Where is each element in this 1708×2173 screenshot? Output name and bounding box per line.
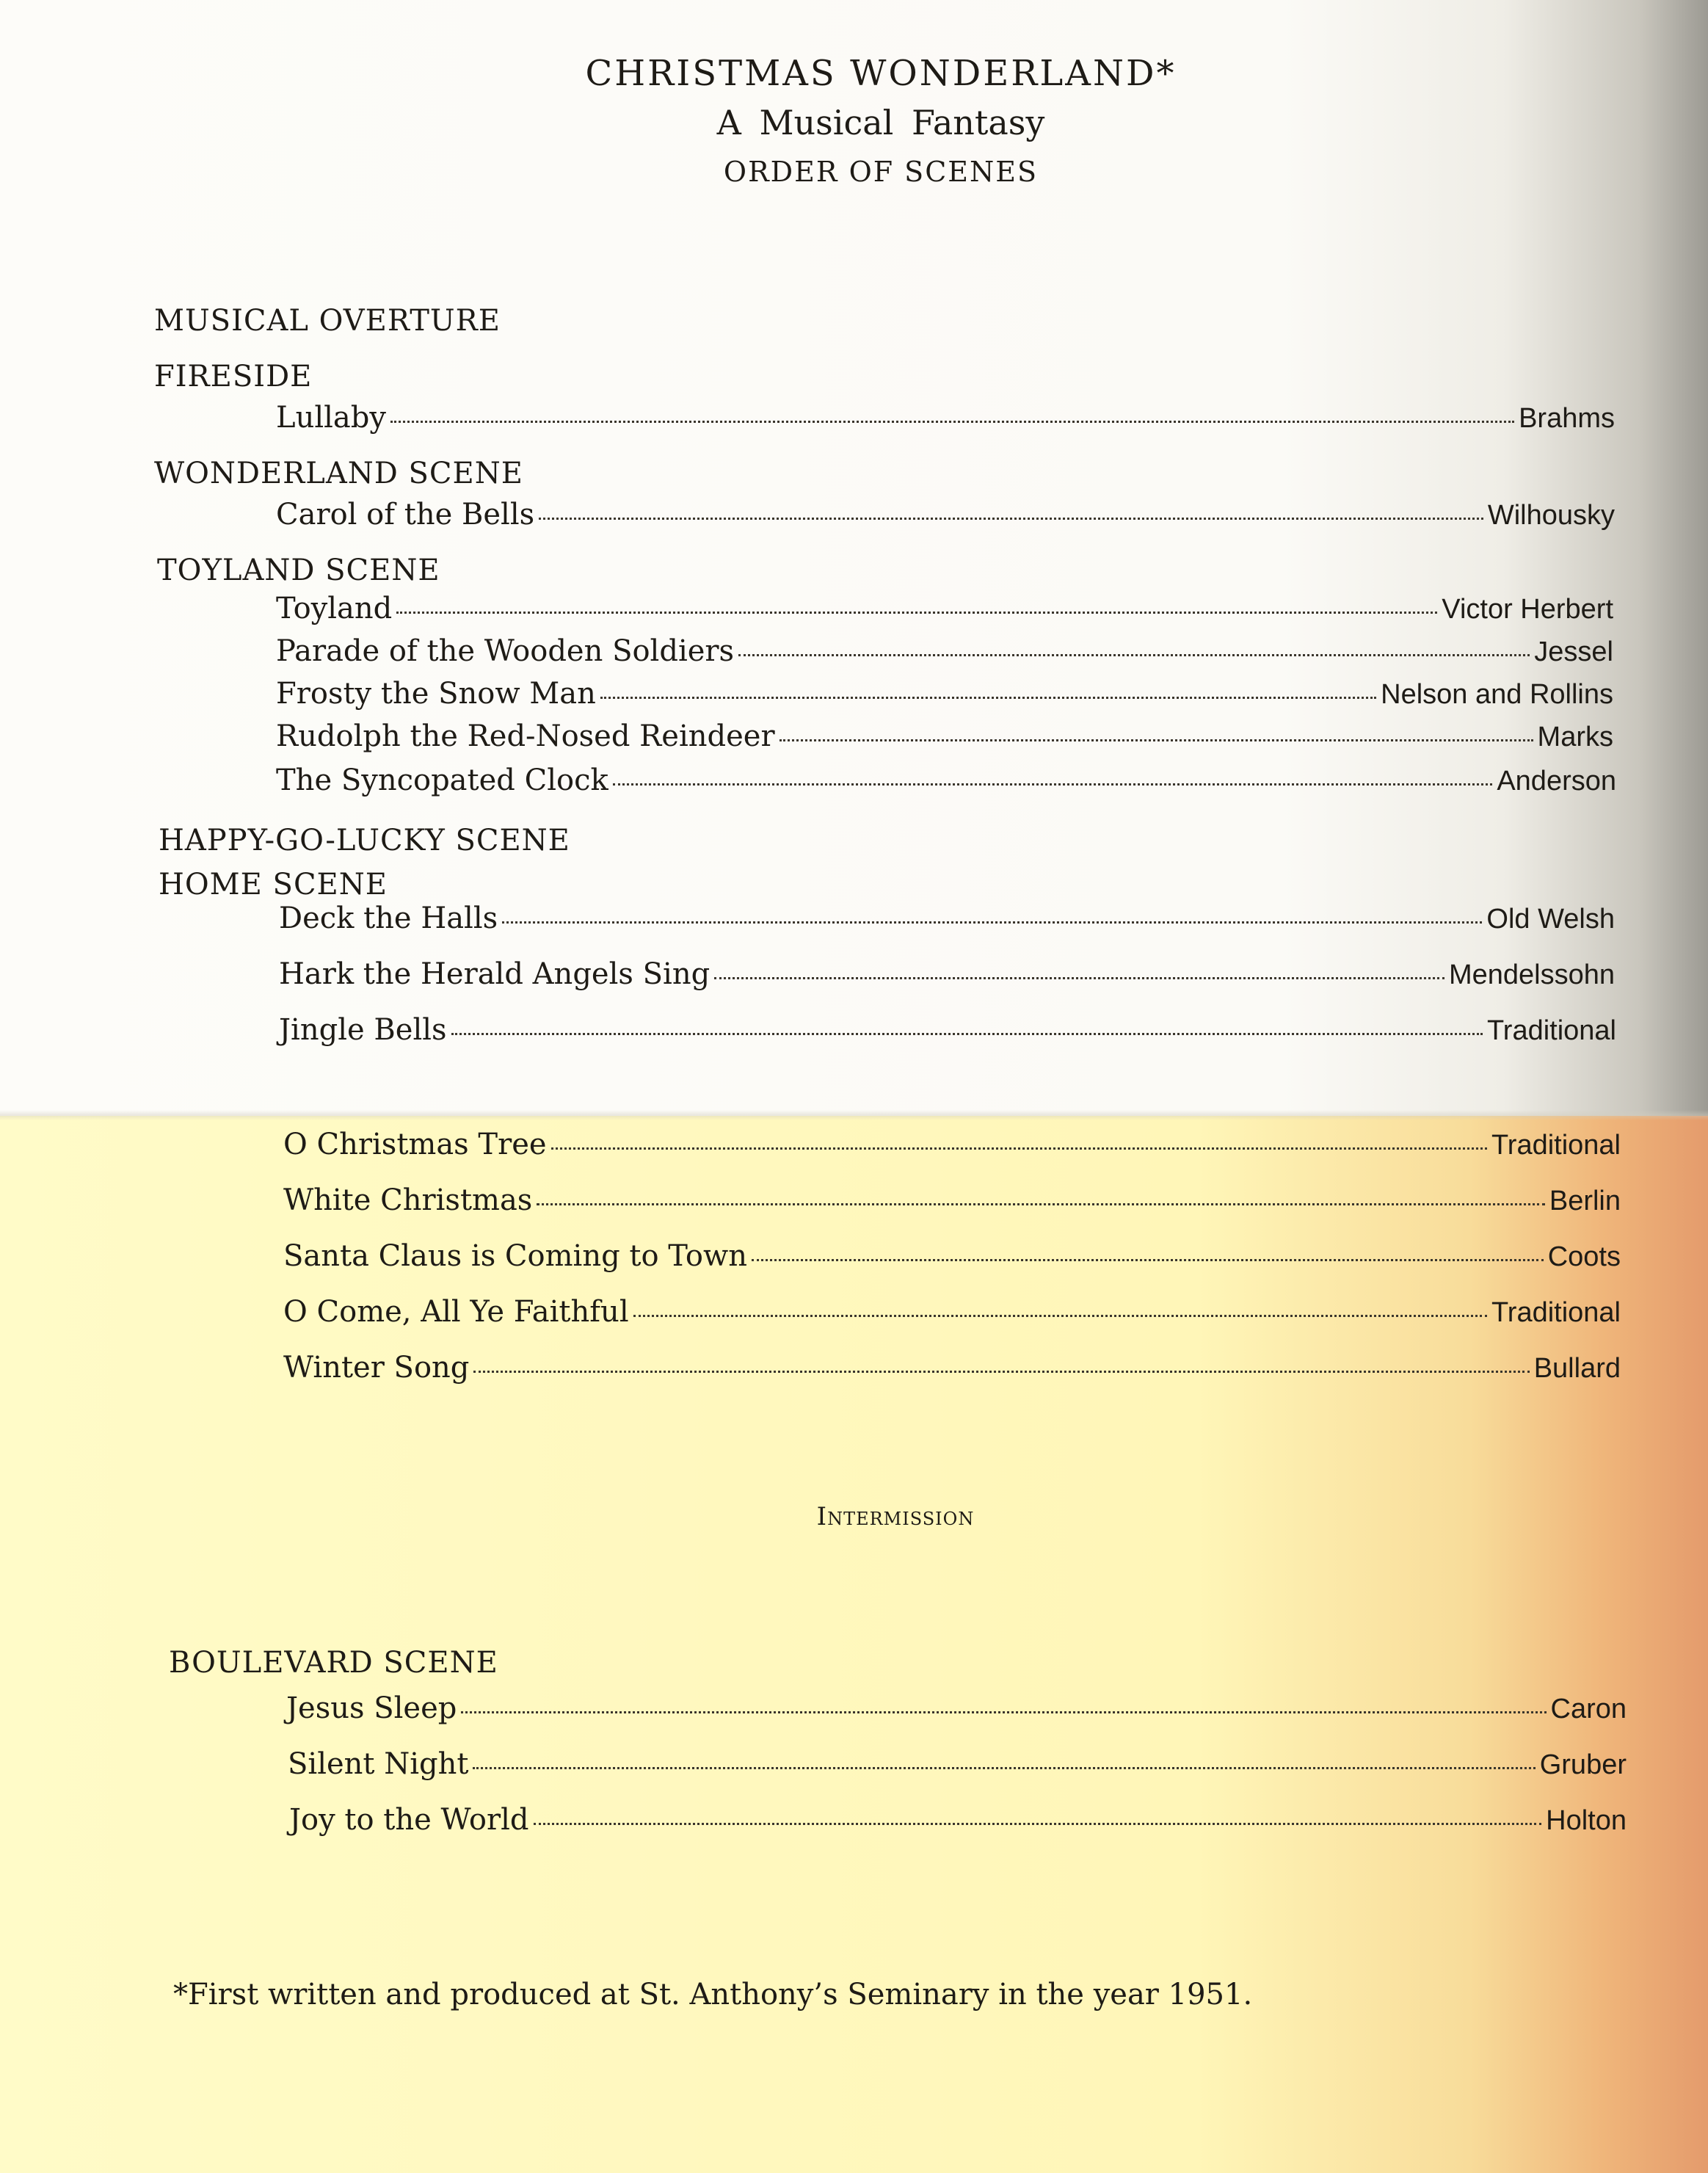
song-title: Toyland [276,592,393,625]
song-title: Jingle Bells [279,1013,447,1047]
dot-leader [714,977,1444,979]
song-title: Deck the Halls [279,902,498,935]
program-item [279,902,1615,935]
scene-wonderland: WONDERLAND SCENE [154,457,523,490]
song-title: Santa Claus is Coming to Town [283,1239,747,1273]
composer-name: Anderson [1497,766,1616,797]
composer-name: Marks [1537,722,1613,752]
dot-leader [473,1371,1529,1373]
song-title: O Come, All Ye Faithful [283,1295,629,1329]
song-title: Frosty the Snow Man [276,677,596,711]
composer-name: Nelson and Rollins [1381,679,1613,710]
dot-leader [551,1147,1487,1150]
dot-leader [390,421,1514,423]
song-title: Rudolph the Red-Nosed Reindeer [276,719,775,753]
dot-leader [396,612,1437,614]
dot-leader [473,1767,1535,1769]
composer-name: Bullard [1533,1353,1621,1384]
song-title: The Syncopated Clock [276,763,608,797]
dot-leader [539,518,1483,520]
order-heading: ORDER OF SCENES [723,156,1039,188]
dot-leader [752,1259,1544,1261]
composer-name: Traditional [1491,1297,1621,1328]
footnote: *First written and produced at St. Anthony’s Seminary in the year 1951. [173,1978,1253,2011]
composer-name: Victor Herbert [1442,594,1613,625]
program-item [276,677,1613,711]
composer-name: Caron [1550,1694,1627,1724]
song-title: Lullaby [276,401,386,435]
dot-leader [461,1711,1546,1713]
composer-name: Mendelssohn [1448,959,1615,990]
dot-leader [451,1033,1483,1035]
program-item [283,1128,1621,1161]
scene-boulevard: BOULEVARD SCENE [169,1646,498,1680]
song-title: Carol of the Bells [276,498,535,532]
dot-leader [779,739,1533,741]
program-item [279,1013,1616,1047]
composer-name: Wilhousky [1487,500,1615,531]
program-item [276,763,1616,797]
scene-toyland: TOYLAND SCENE [157,554,440,587]
song-title: Silent Night [288,1747,469,1781]
dot-leader [738,654,1530,656]
scene-happy-go-lucky: HAPPY-GO-LUCKY SCENE [159,824,570,857]
program-item [283,1183,1621,1217]
scene-fireside: FIRESIDE [154,360,313,393]
song-title: Joy to the World [289,1803,529,1837]
program-item [286,1691,1627,1725]
scene-home: HOME SCENE [159,868,388,902]
composer-name: Old Welsh [1486,904,1615,935]
dot-leader [534,1823,1542,1825]
program-item [283,1239,1621,1273]
program-item [283,1295,1621,1329]
song-title: Jesus Sleep [286,1691,457,1725]
song-title: O Christmas Tree [283,1128,547,1161]
program-item [276,498,1615,532]
dot-leader [600,697,1376,699]
intermission-label: Intermission [816,1502,975,1531]
composer-name: Berlin [1549,1186,1621,1216]
page-fold [0,1110,1708,1120]
scene-musical-overture: MUSICAL OVERTURE [154,304,501,338]
composer-name: Coots [1547,1241,1621,1272]
program-item [276,592,1613,625]
composer-name: Traditional [1491,1130,1621,1161]
composer-name: Gruber [1539,1749,1627,1780]
song-title: White Christmas [283,1183,533,1217]
composer-name: Brahms [1519,403,1615,434]
dot-leader [502,921,1482,924]
song-title: Parade of the Wooden Soldiers [276,634,735,668]
page-bottom-background [0,1116,1708,2173]
program-item [276,401,1615,435]
program-item [276,634,1613,668]
dot-leader [613,783,1493,786]
dot-leader [633,1315,1487,1317]
composer-name: Holton [1546,1805,1627,1836]
dot-leader [537,1203,1545,1205]
program-title: CHRISTMAS WONDERLAND* [585,53,1177,94]
program-item [283,1351,1621,1385]
program-item [288,1747,1627,1781]
song-title: Winter Song [283,1351,470,1385]
program-subtitle: A Musical Fantasy [716,103,1045,142]
program-item [279,957,1615,991]
composer-name: Traditional [1486,1015,1616,1046]
program-item [276,719,1613,753]
song-title: Hark the Herald Angels Sing [279,957,711,991]
program-item [289,1803,1627,1837]
composer-name: Jessel [1534,636,1613,667]
